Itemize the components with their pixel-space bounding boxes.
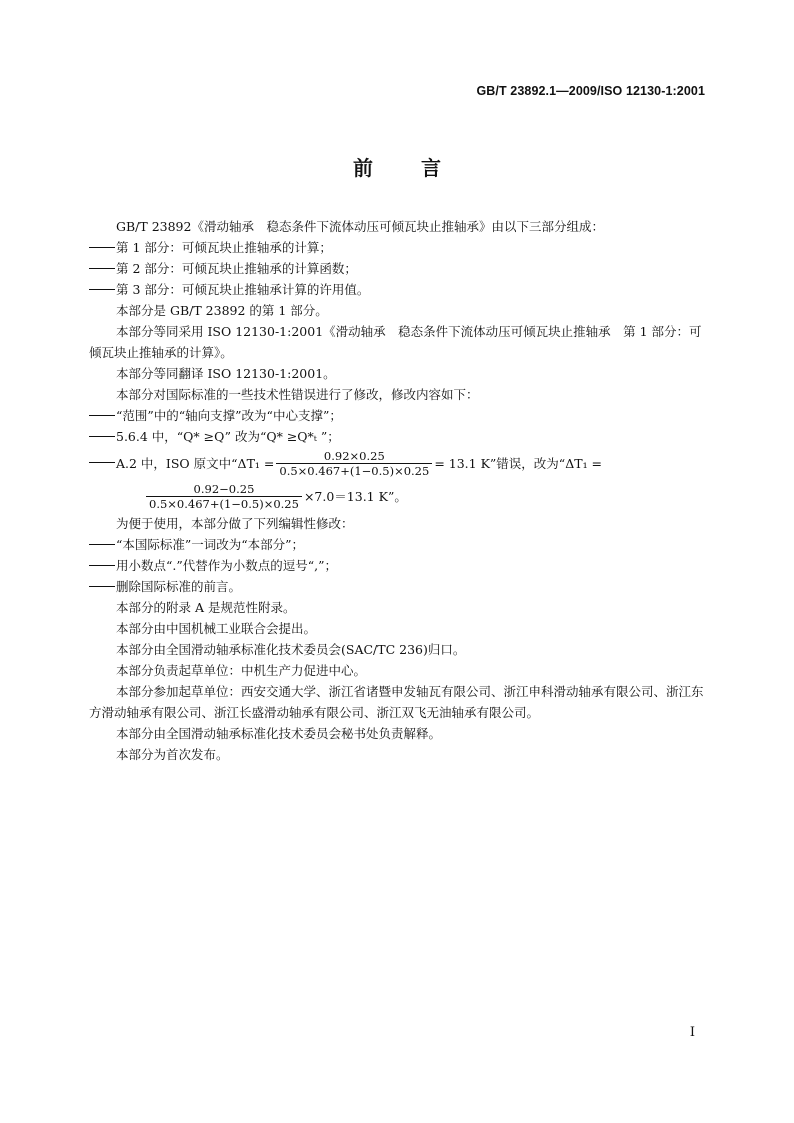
dash-mark xyxy=(89,462,115,463)
fraction-numerator: 0.92×0.25 xyxy=(323,448,385,463)
paragraph: 本部分等同翻译 ISO 12130-1:2001。 xyxy=(116,366,336,381)
paragraph: 为便于使用，本部分做了下列编辑性修改： xyxy=(116,516,354,531)
dash-item xyxy=(89,258,707,279)
formula-suffix: ×7.0＝13.1 K”。 xyxy=(303,488,407,504)
dash-item xyxy=(89,405,707,426)
dash-item-text: “本国际标准”一词改为“本部分”； xyxy=(116,537,305,552)
dash-mark xyxy=(89,289,115,290)
paragraph: 本部分负责起草单位：中机生产力促进中心。 xyxy=(116,663,367,678)
dash-item-text: 第 2 部分：可倾瓦块止推轴承的计算函数； xyxy=(116,261,357,276)
dash-item xyxy=(89,576,707,597)
dash-item-text: 用小数点“.”代替作为小数点的逗号“,”； xyxy=(116,558,338,573)
paragraph: 本部分为首次发布。 xyxy=(116,747,229,762)
fraction xyxy=(276,449,432,478)
formula-continuation xyxy=(89,479,707,513)
paragraph: 本部分参加起草单位：西安交通大学、浙江省诸暨申发轴瓦有限公司、浙江申科滑动轴承有限公司、浙江东方滑动轴承有限公司、浙江长盛滑动轴承有限公司、浙江双飞无油轴承有限公司。 xyxy=(89,684,704,720)
paragraph: 本部分等同采用 ISO 12130-1:2001《滑动轴承 稳态条件下流体动压可倾瓦块止推轴承 第 1 部分：可倾瓦块止推轴承的计算》。 xyxy=(89,324,702,360)
paragraph: 本部分的附录 A 是规范性附录。 xyxy=(116,600,296,615)
dash-item xyxy=(89,534,707,555)
dash-item xyxy=(89,279,707,300)
dash-mark xyxy=(89,268,115,269)
dash-mark xyxy=(89,436,115,437)
paragraph: 本部分对国际标准的一些技术性错误进行了修改，修改内容如下： xyxy=(116,387,479,402)
dash-item-text: 第 3 部分：可倾瓦块止推轴承计算的许用值。 xyxy=(116,282,370,297)
fraction xyxy=(146,482,302,511)
dash-item-text: “范围”中的“轴向支撑”改为“中心支撑”； xyxy=(116,408,342,423)
dash-mark xyxy=(89,415,115,416)
formula-suffix: = 13.1 K”错误，改为“ΔT₁ = xyxy=(434,455,603,471)
paragraph: 本部分是 GB/T 23892 的第 1 部分。 xyxy=(116,303,328,318)
dash-item xyxy=(89,237,707,258)
dash-item-text: 第 1 部分：可倾瓦块止推轴承的计算； xyxy=(116,240,332,255)
dash-mark xyxy=(89,247,115,248)
preface-body xyxy=(89,216,707,765)
dash-item-text: 删除国际标准的前言。 xyxy=(116,579,242,594)
paragraph: 本部分由全国滑动轴承标准化技术委员会秘书处负责解释。 xyxy=(116,726,442,741)
dash-item-text: 5.6.4 中，“Q* ≥Q” 改为“Q* ≥Q*ₜ ”； xyxy=(116,429,340,444)
fraction-denominator: 0.5×0.467+(1−0.5)×0.25 xyxy=(276,463,432,478)
paragraph: 本部分由全国滑动轴承标准化技术委员会(SAC/TC 236)归口。 xyxy=(116,642,466,657)
dash-mark xyxy=(89,586,115,587)
paragraph: GB/T 23892《滑动轴承 稳态条件下流体动压可倾瓦块止推轴承》由以下三部分组成： xyxy=(116,219,604,234)
paragraph: 本部分由中国机械工业联合会提出。 xyxy=(116,621,317,636)
dash-item xyxy=(89,555,707,576)
fraction-denominator: 0.5×0.467+(1−0.5)×0.25 xyxy=(146,496,302,511)
dash-mark xyxy=(89,544,115,545)
formula-item xyxy=(89,447,707,479)
fraction-numerator: 0.92−0.25 xyxy=(193,481,255,496)
dash-mark xyxy=(89,565,115,566)
page-number: I xyxy=(689,1025,695,1040)
dash-item xyxy=(89,426,707,447)
formula-prefix: A.2 中，ISO 原文中“ΔT₁ = xyxy=(116,455,275,471)
page-title: 前言 xyxy=(353,156,489,180)
standard-code: GB/T 23892.1—2009/ISO 12130-1:2001 xyxy=(476,84,705,98)
